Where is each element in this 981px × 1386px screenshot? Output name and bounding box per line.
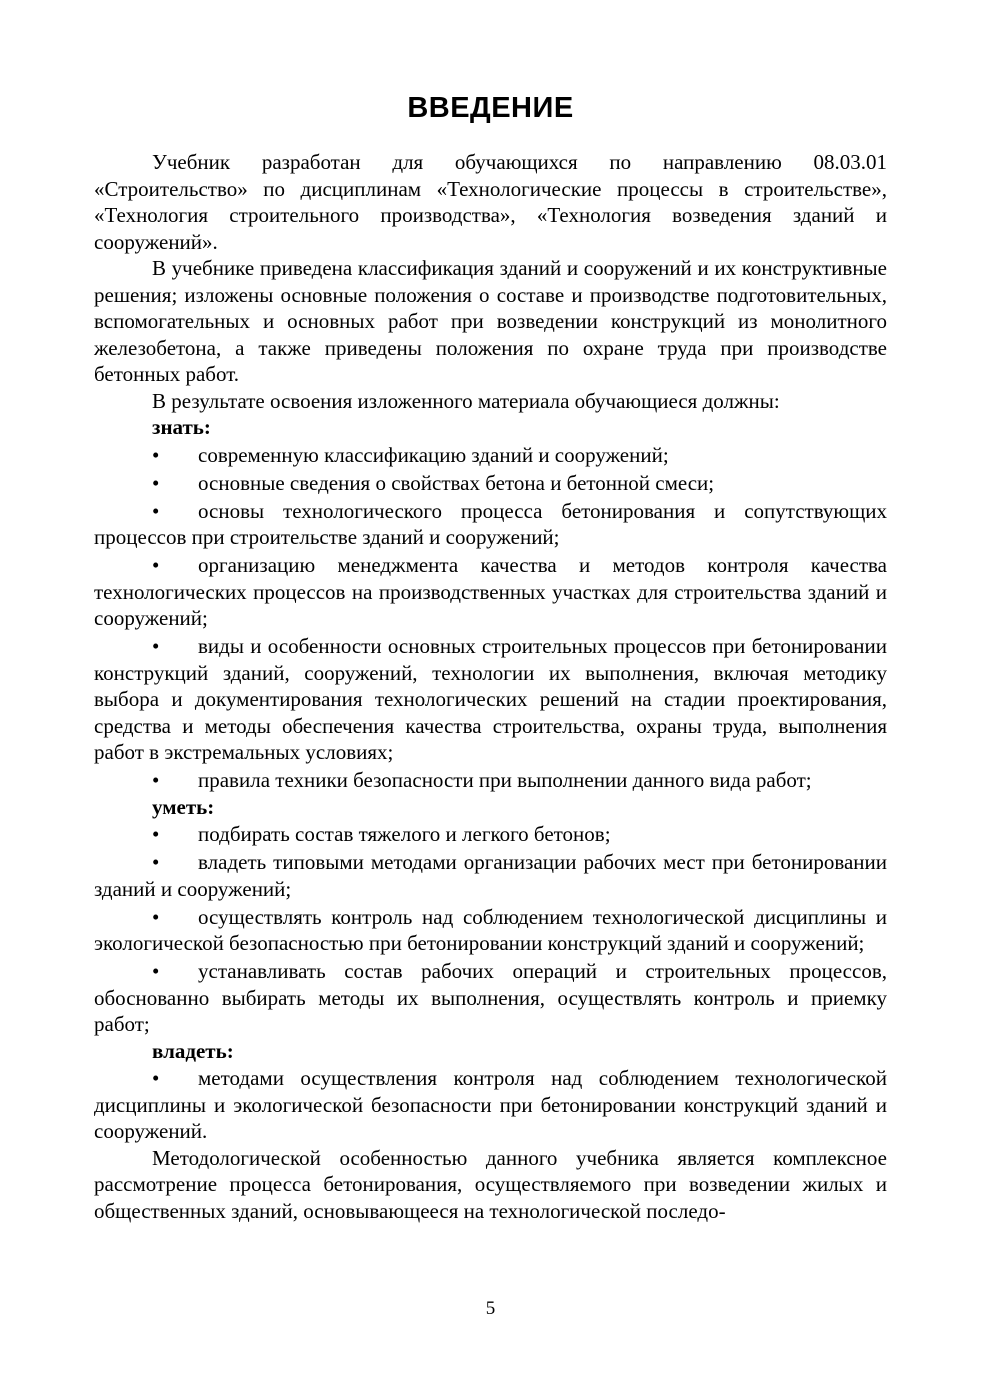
intro-paragraph: Учебник разработан для обучающихся по направлению 08.03.01 «Строительство» по дисциплинам «Технологические процессы в строительстве», «Технология строительного производства», «Технология возведения зданий и сооружений». (94, 150, 887, 254)
list-item-text: подбирать состав тяжелого и легкого бетонов; (198, 822, 611, 846)
list-item-text: основные сведения о свойствах бетона и бетонной смеси; (198, 470, 715, 495)
list-item (94, 442, 887, 469)
list-item (94, 470, 887, 497)
bullet-icon: • (152, 442, 160, 467)
bullet-icon: • (152, 850, 160, 874)
page-title: ВВЕДЕНИЕ (407, 92, 574, 124)
list-item (94, 821, 887, 848)
outcomes-intro-paragraph: В результате освоения изложенного материала обучающиеся должны: (152, 388, 780, 413)
bullet-icon: • (152, 904, 160, 929)
list-item (94, 633, 887, 766)
bullet-icon: • (152, 768, 160, 792)
can-label: уметь: (152, 794, 215, 819)
list-item (94, 552, 887, 632)
bullet-icon: • (152, 822, 160, 846)
content-paragraph: В учебнике приведена классификация зданий и сооружений и их конструктивные решения; изложены основные положения о составе и производстве подготовительных, вспомогательных и основных работ при возведении конструкций из монолитного железобетона, а также приведены положения по охране труда при производстве бетонных работ. (94, 256, 887, 386)
page-content (94, 92, 887, 1224)
bullet-icon: • (152, 1066, 160, 1090)
bullet-icon: • (152, 959, 160, 983)
list-item-text: организацию менеджмента качества и методов контроля качества технологических процессов на производственных участках для строительства зданий и сооружений; (94, 553, 887, 630)
methodology-paragraph: Методологической особенностью данного учебника является комплексное рассмотрение процесса бетонирования, осуществляемого при возведении жилых и общественных зданий, основывающееся на технологической последо- (94, 1145, 887, 1223)
list-item (94, 849, 887, 902)
bullet-icon: • (152, 470, 160, 495)
list-item-text: виды и особенности основных строительных процессов при бетонировании конструкций зданий, сооружений, технологии их выполнения, включая методику выбора и документирования технологических решений на стадии проектирования, средства и методы обеспечения качества строительства, охраны труда, выполнения работ в экстремальных условиях; (94, 634, 887, 764)
list-item-text: владеть типовыми методами организации рабочих мест при бетонировании зданий и сооружений; (94, 850, 887, 901)
page-number: 5 (485, 1298, 496, 1319)
list-item-text: основы технологического процесса бетонирования и сопутствующих процессов при строительстве зданий и сооружений; (94, 498, 887, 549)
list-item (94, 958, 887, 1038)
list-item-text: устанавливать состав рабочих операций и строительных процессов, обоснованно выбирать методы их выполнения, осуществлять контроль и приемку работ; (94, 959, 887, 1036)
list-item (94, 904, 887, 957)
list-item-text: современную классификацию зданий и сооружений; (198, 442, 669, 467)
bullet-icon: • (152, 498, 160, 523)
bullet-icon: • (152, 553, 160, 577)
list-item (94, 767, 887, 794)
know-label: знать: (152, 415, 211, 439)
master-label: владеть: (152, 1038, 234, 1063)
list-item-text: методами осуществления контроля над соблюдением технологической дисциплины и экологической безопасности при бетонировании конструкций зданий и сооружений. (94, 1066, 887, 1143)
list-item-text: осуществлять контроль над соблюдением технологической дисциплины и экологической безопасностью при бетонировании конструкций зданий и сооружений; (94, 904, 887, 955)
list-item (94, 498, 887, 551)
bullet-icon: • (152, 634, 160, 658)
list-item-text: правила техники безопасности при выполнении данного вида работ; (198, 768, 812, 792)
list-item (94, 1065, 887, 1145)
